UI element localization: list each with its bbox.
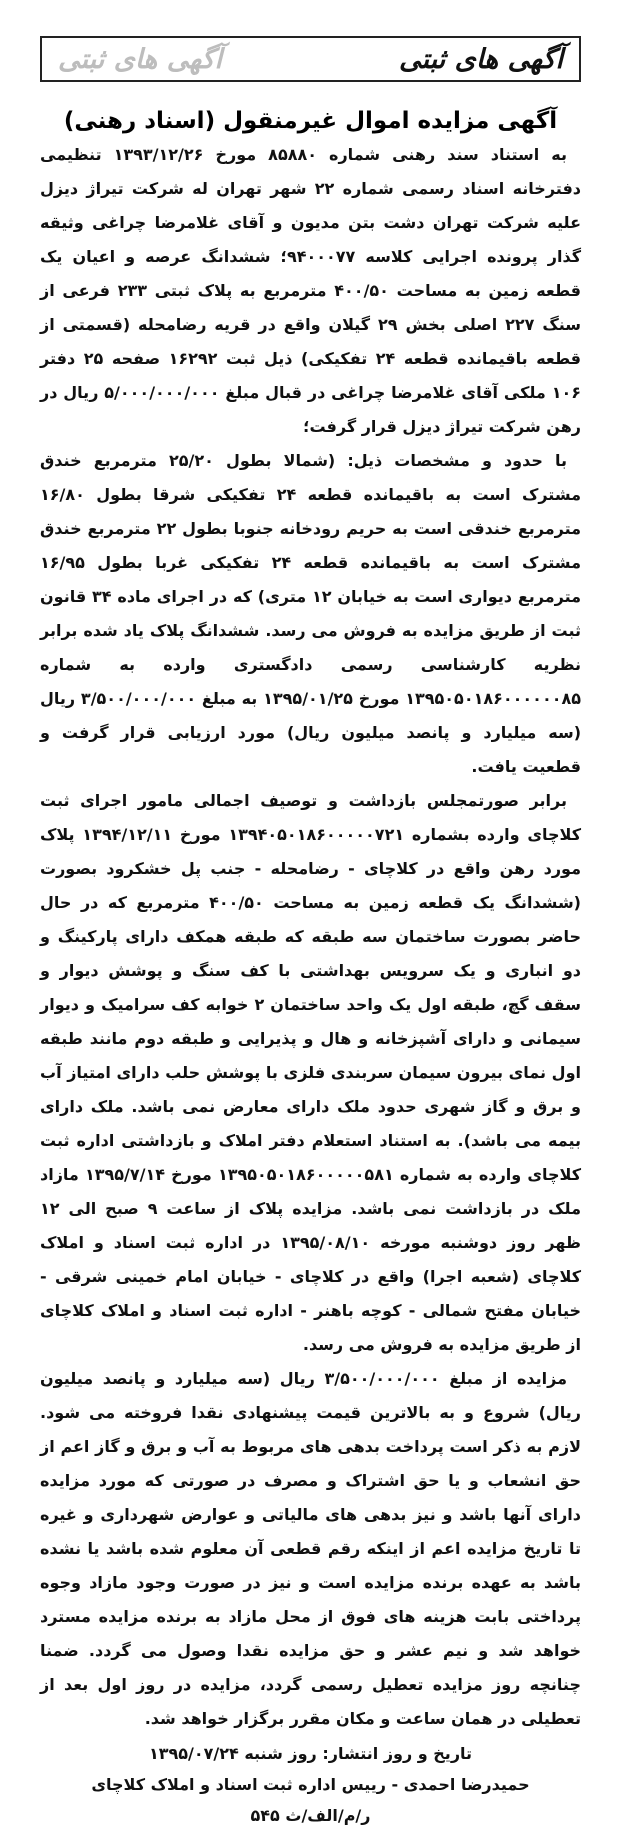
notice-paragraph-2: با حدود و مشخصات ذیل: (شمالا بطول ۲۵/۲۰ مترمربع خندق مشترک است به باقیمانده قطعه ۲۴ تفکیکی شرقا بطول ۱۶/۸۰ مترمربع خندقی است به حریم رودخانه جنوبا بطول ۲۲ مترمربع خندق مشترک است به باقیمانده قطعه ۲۴ تفکیکی غربا بطول ۱۶/۹۵ مترمربع دیواری است به خیابان ۱۲ متری) که در اجرای ماده ۳۴ قانون ثبت از طریق مزایده به فروش می رسد. ششدانگ پلاک یاد شده برابر نظریه کارشناسی رسمی دادگستری وارده به شماره ۱۳۹۵۰۵۰۱۸۶۰۰۰۰۰۰۸۵ مورخ ۱۳۹۵/۰۱/۲۵ به مبلغ ۳/۵۰۰/۰۰۰/۰۰۰ ریال (سه میلیارد و پانصد میلیون ریال) مورد ارزیابی قرار گرفت و قطعیت یافت. xyxy=(40,451,582,776)
notice-footer xyxy=(40,1738,581,1831)
signatory: حمیدرضا احمدی - رییس اداره ثبت اسناد و املاک کلاچای xyxy=(91,1775,530,1794)
notice-title: آگهی مزایده اموال غیرمنقول (اسناد رهنی) xyxy=(63,108,558,134)
notice-paragraph-3: برابر صورتمجلس بازداشت و توصیف اجمالی مامور اجرای ثبت کلاچای وارده بشماره ۱۳۹۴۰۵۰۱۸۶۰۰۰۰۰۷۲۱ مورخ ۱۳۹۴/۱۲/۱۱ پلاک مورد رهن واقع در کلاچای - رضامحله - جنب پل خشکرود بصورت (ششدانگ یک قطعه زمین به مساحت ۴۰۰/۵۰ مترمربع که در حال حاضر بصورت ساختمان سه طبقه که طبقه همکف دارای پارکینگ و دو انباری و یک سرویس بهداشتی با کف سنگ و پوشش دیوار و سقف گچ، طبقه اول یک واحد ساختمان ۲ خوابه کف سرامیک و دیوار سیمانی و دارای آشپزخانه و هال و پذیرایی و طبقه دوم مانند طبقه اول نمای بیرون سیمان سربندی فلزی با پوشش حلب دارای امتیاز آب و برق و گاز شهری حدود ملک دارای معارض نمی باشد. ملک دارای بیمه می باشد). به استناد استعلام دفتر املاک و بازداشتی اداره ثبت کلاچای وارده به شماره ۱۳۹۵۰۵۰۱۸۶۰۰۰۰۰۵۸۱ مورخ ۱۳۹۵/۷/۱۴ مازاد ملک در بازداشت نمی باشد. مزایده پلاک از ساعت ۹ صبح الی ۱۲ ظهر روز دوشنبه مورخه ۱۳۹۵/۰۸/۱۰ در اداره ثبت اسناد و املاک کلاچای (شعبه اجرا) واقع در کلاچای - خیابان امام خمینی شرقی - خیابان مفتح شمالی - کوچه باهنر - اداره ثبت اسناد و املاک کلاچای از طریق مزایده به فروش می رسد. xyxy=(40,791,582,1354)
reference-code: ر/م/الف/ث ۵۴۵ xyxy=(250,1806,371,1825)
banner-title-shadow: آگهی های ثبتی xyxy=(58,43,223,75)
notice-body xyxy=(40,138,581,1736)
section-banner xyxy=(40,36,581,82)
notice-paragraph-4: مزایده از مبلغ ۳/۵۰۰/۰۰۰/۰۰۰ ریال (سه میلیارد و پانصد میلیون ریال) شروع و به بالاترین قیمت پیشنهادی نقدا فروخته می شود. لازم به ذکر است پرداخت بدهی های مربوط به آب و برق و گاز اعم از حق انشعاب و یا حق اشتراک و مصرف در صورتی که مورد مزایده دارای آنها باشد و نیز بدهی های مالیاتی و عوارض شهرداری و غیره تا تاریخ مزایده اعم از اینکه رقم قطعی آن معلوم شده باشد یا نشده باشد به عهده برنده مزایده است و نیز در صورت وجود مازاد وجوه پرداختی بابت هزینه های فوق از محل مازاد به برنده مزایده مسترد خواهد شد و نیم عشر و حق مزایده نقدا وصول می گردد. ضمنا چنانچه روز مزایده تعطیل رسمی گردد، مزایده در روز اول بعد از تعطیلی در همان ساعت و مکان مقرر برگزار خواهد شد. xyxy=(40,1369,581,1728)
publish-date: تاریخ و روز انتشار: روز شنبه ۱۳۹۵/۰۷/۲۴ xyxy=(148,1744,473,1763)
banner-title: آگهی های ثبتی xyxy=(398,43,563,75)
notice-paragraph-1: به استناد سند رهنی شماره ۸۵۸۸۰ مورخ ۱۳۹۳/۱۲/۲۶ تنظیمی دفترخانه اسناد رسمی شماره ۲۲ شهر تهران له شرکت تیراژ دیزل علیه شرکت تهران دشت بتن مدیون و آقای غلامرضا چراغی وثیقه گذار پرونده اجرایی کلاسه ۹۴۰۰۰۷۷؛ ششدانگ عرصه و اعیان یک قطعه زمین به مساحت ۴۰۰/۵۰ مترمربع به پلاک ثبتی ۲۳۳ فرعی از سنگ ۲۲۷ اصلی بخش ۲۹ گیلان واقع در قریه رضامحله (قسمتی از قطعه باقیمانده قطعه ۲۴ تفکیکی) ذیل ثبت ۱۶۲۹۲ صفحه ۲۵ دفتر ۱۰۶ ملکی آقای غلامرضا چراغی در قبال مبلغ ۵/۰۰۰/۰۰۰/۰۰۰ ریال در رهن شرکت تیراژ دیزل قرار گرفت؛ xyxy=(40,145,582,436)
